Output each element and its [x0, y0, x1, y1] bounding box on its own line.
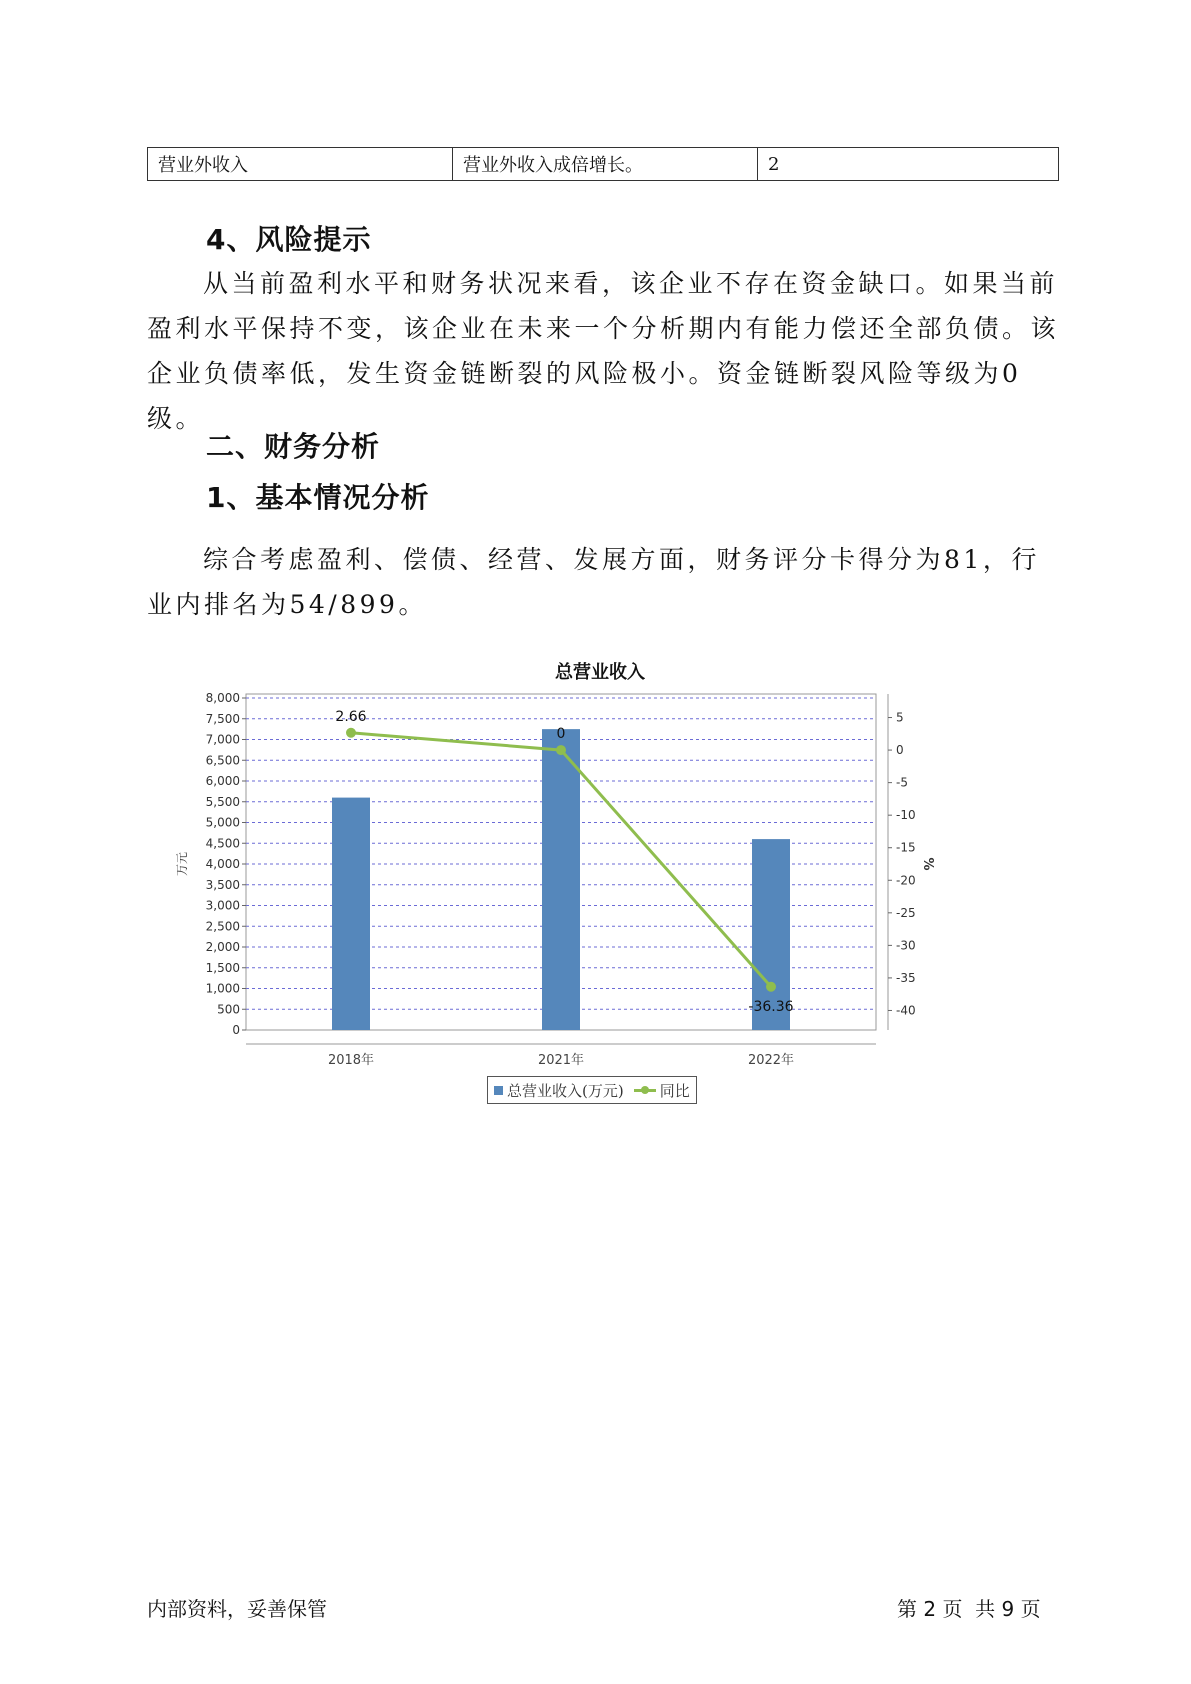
y-tick-label: 4,500 — [205, 836, 240, 851]
chart-plot — [170, 650, 1030, 1070]
risk-heading: 4、风险提示 — [206, 223, 372, 256]
chart-legend — [487, 1076, 697, 1104]
y-tick-label: 3,500 — [205, 877, 240, 892]
y2-tick-label: -15 — [896, 840, 916, 855]
legend-item-yoy — [634, 1080, 690, 1101]
legend-item-revenue — [494, 1080, 624, 1101]
y2-tick-label: -5 — [896, 775, 908, 790]
yoy-point — [766, 982, 776, 992]
legend-label-revenue: 总营业收入(万元) — [507, 1081, 624, 1100]
y2-tick-label: -40 — [896, 1003, 916, 1018]
x-tick-label: 2021年 — [537, 1053, 585, 1068]
y-tick-label: 8,000 — [205, 691, 240, 705]
y-tick-label: 2,500 — [205, 919, 240, 934]
y2-tick-label: 5 — [896, 710, 904, 725]
table-cell-description: 营业外收入成倍增长。 — [453, 148, 758, 181]
y-tick-label: 7,000 — [205, 732, 240, 747]
y-tick-label: 3,000 — [205, 898, 240, 913]
basic-analysis-paragraph: 综合考虑盈利、偿债、经营、发展方面，财务评分卡得分为81，行业内排名为54/899。 — [147, 545, 1040, 619]
basic-analysis-heading: 1、基本情况分析 — [206, 481, 430, 514]
y-tick-label: 4,000 — [205, 857, 240, 871]
y-tick-label: 2,000 — [205, 940, 240, 954]
y2-tick-label: 0 — [896, 743, 904, 758]
y-tick-label: 7,500 — [205, 711, 240, 726]
y-tick-label: 5,000 — [205, 815, 240, 830]
legend-line-swatch — [634, 1085, 656, 1095]
y2-tick-label: -35 — [896, 970, 916, 985]
y-tick-label: 6,000 — [205, 774, 240, 788]
legend-label-yoy: 同比 — [659, 1081, 690, 1100]
y-tick-label: 500 — [217, 1002, 240, 1017]
x-tick-label: 2018年 — [327, 1053, 375, 1068]
yoy-data-label: 0 — [556, 726, 566, 743]
y2-tick-label: -25 — [896, 905, 916, 920]
y2-tick-label: -10 — [896, 808, 916, 823]
footer-confidential: 内部资料，妥善保管 — [147, 1597, 327, 1621]
legend-bar-swatch — [494, 1086, 503, 1095]
table-row — [148, 148, 1059, 181]
y2-tick-label: -30 — [896, 938, 916, 953]
yoy-point — [556, 745, 566, 755]
y-tick-label: 6,500 — [205, 753, 240, 768]
footer-page-number: 第 2 页 共 9 页 — [897, 1597, 1041, 1621]
yoy-point — [346, 728, 356, 738]
y-tick-label: 0 — [232, 1023, 240, 1037]
y2-tick-label: -20 — [896, 873, 916, 888]
risk-paragraph: 从当前盈利水平和财务状况来看，该企业不存在资金缺口。如果当前盈利水平保持不变，该企业在未来一个分析期内有能力偿还全部负债。该企业负债率低，发生资金链断裂的风险极小。资金链断裂风险等级为0级。 — [147, 269, 1060, 433]
y-axis-label: 万元 — [175, 851, 189, 877]
x-tick-label: 2022年 — [747, 1053, 795, 1068]
y-tick-label: 5,500 — [205, 794, 240, 809]
y-tick-label: 1,500 — [205, 960, 240, 975]
y2-axis-label: % — [920, 857, 935, 871]
bar-2018年 — [332, 798, 370, 1030]
bar-2021年 — [542, 729, 580, 1030]
table-cell-item: 营业外收入 — [148, 148, 453, 181]
y-tick-label: 1,000 — [205, 981, 240, 996]
yoy-data-label: 2.66 — [335, 708, 367, 725]
yoy-data-label: -36.36 — [748, 998, 794, 1015]
revenue-chart — [170, 650, 1030, 1110]
table-cell-score: 2 — [758, 148, 1059, 181]
summary-table — [147, 147, 1059, 181]
chart-title: 总营业收入 — [555, 662, 645, 683]
finance-heading: 二、财务分析 — [206, 430, 381, 463]
